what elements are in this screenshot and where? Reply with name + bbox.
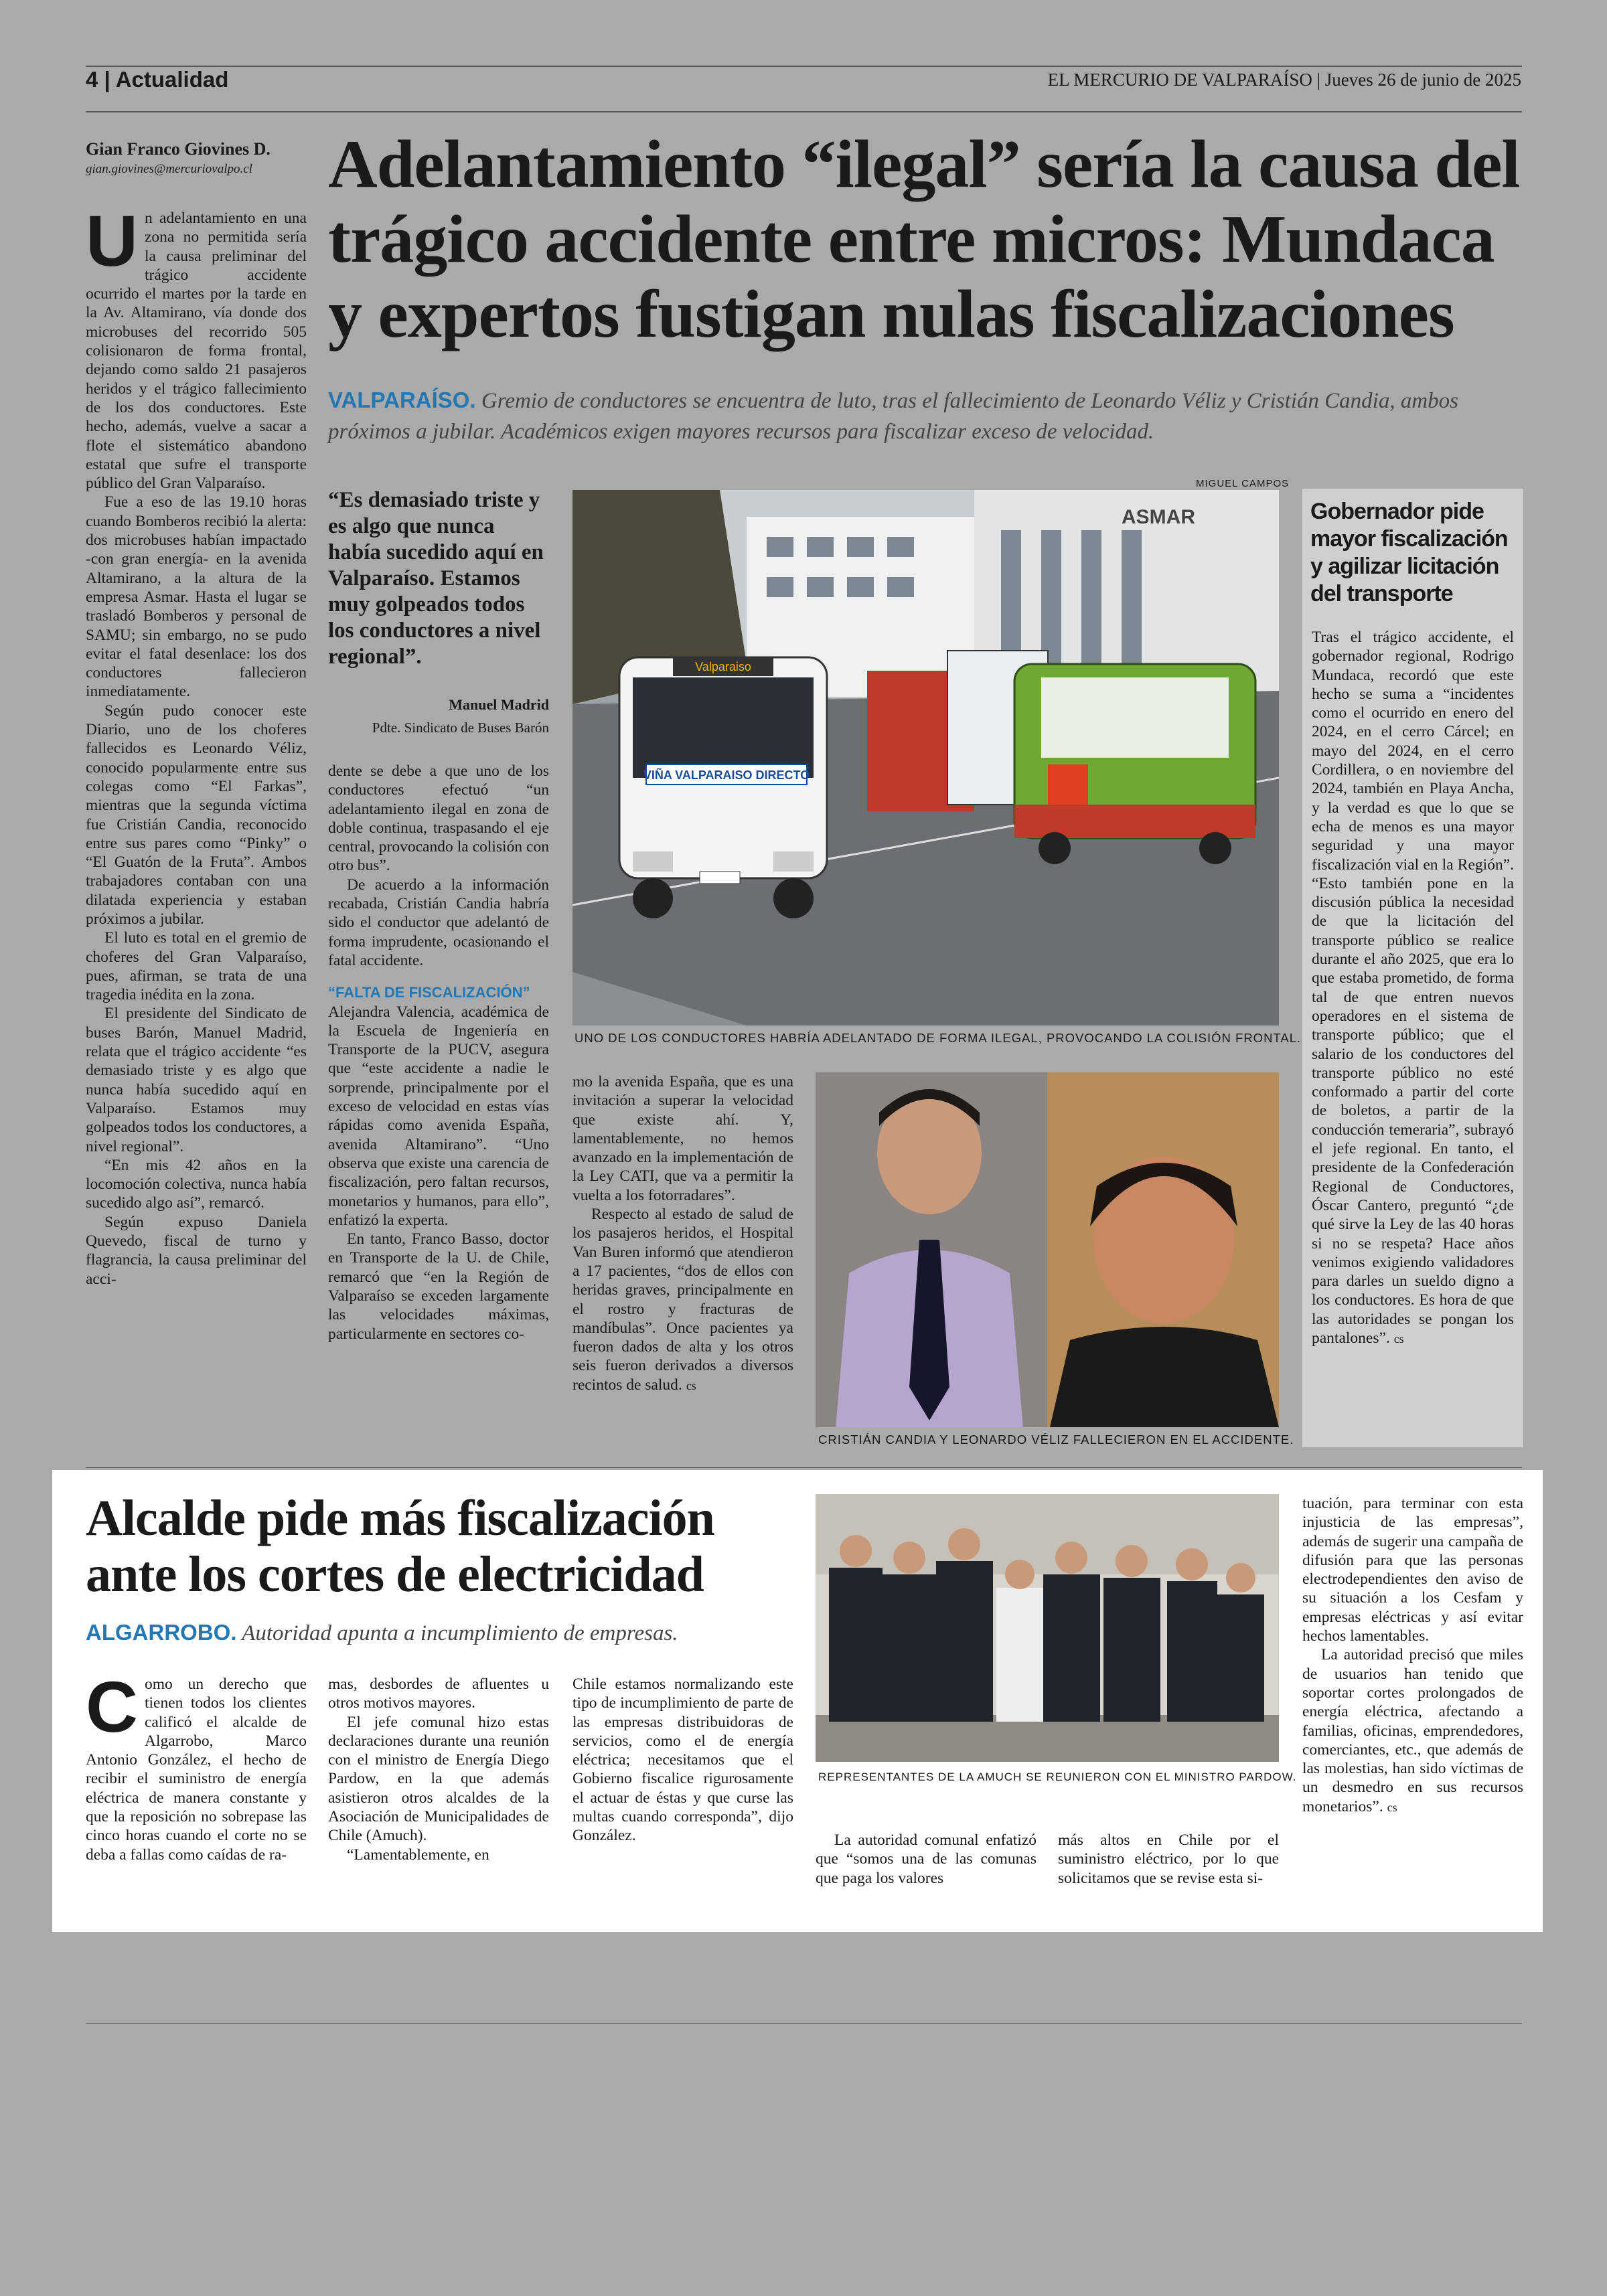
- asmar-sign: ASMAR: [1122, 506, 1195, 528]
- second-col-3: Chile estamos normalizando este tipo de incumplimiento de parte de las empresas distribuidoras de servicios, como el de energía eléctrica; necesitamos que el Gobierno fiscalice rigurosamente el actuar de éstas y que curse las multas cuando corresponda”, dijo González.: [572, 1675, 793, 1845]
- main-lede: [328, 385, 1527, 447]
- col2-p4: En tanto, Franco Basso, doctor en Transporte de la U. de Chile, remarcó que “en la Región de Valparaíso se exceden largamente las velocidades máximas, particularmente en sectores co-: [328, 1230, 549, 1343]
- sidebar-body: Tras el trágico accidente, el gobernador regional, Rodrigo Mundaca, recordó que este hecho se suma a “incidentes como el ocurrido en enero del 2024, en el cerro Cárcel; en mayo del 2024, en el cerro Cordillera, o en noviembre del 2024, también en Playa Ancha, y la verdad es que lo que se echa de menos es una mayor seguridad y una mayor fiscalización vial en la Región”. “Esto también pone en la discusión pública la necesidad de que la licitación del transporte público se realice durante el año 2025, que era lo que estaba prometido, de forma tal de que entren nuevos operadores en el sistema de transporte público; que el salario de los conductores del transporte público no esté conformado a partir del corte de boletos, a partir de la conducción temeraria”, subrayó el jefe regional. En tanto, el presidente de la Confederación Regional de Conductores, Óscar Cantero, preguntó “¿de qué sirve la Ley de las 40 horas si no se respeta? Hace años venimos exigiendo validadores para darles un sueldo digno a los conductores. Es hora de que las autoridades se pongan los pantalones”. cs: [1312, 629, 1514, 1347]
- col2-p3: Alejandra Valencia, académica de la Escuela de Ingeniería en Transporte de la PUCV, asegura que “este accidente a nadie le sorprende, principalmente por el exceso de velocidad en estas vías rápidas como avenida España, avenida Altamirano”. “Uno observa que existe una carencia de fiscalización, pero faltan recursos, monetarios y humanos, para ello”, enfatizó la experta.: [328, 1003, 549, 1229]
- main-lede-text: Gremio de conductores se encuentra de luto, tras el fallecimiento de Leonardo Véliz y Cristián Candia, ambos próximos a jubilar. Académicos exigen mayores recursos para fiscalizar exceso de velocidad.: [328, 389, 1459, 444]
- second-drop-cap: C: [86, 1675, 138, 1747]
- main-col-2: [328, 762, 549, 1451]
- second-lede: [86, 1620, 822, 1646]
- direct-sign: VIÑA VALPARAISO DIRECTO: [643, 768, 810, 782]
- main-col-3: [572, 1072, 793, 1454]
- victims-photo: [816, 1072, 1279, 1427]
- route-sign: Valparaiso: [695, 660, 751, 673]
- col1-p6: “En mis 42 años en la locomoción colectiva, nunca había sucedido algo así”, remarcó.: [86, 1156, 307, 1212]
- col2-p1: dente se debe a que uno de los conductores efectuó “un adelantamiento ilegal en zona de doble continua, traspasando el eje central, provocando la colisión con otro bus”.: [328, 762, 549, 875]
- portraits-icon: [816, 1072, 1279, 1427]
- top-rule: [86, 66, 1522, 67]
- byline-email: gian.giovines@mercuriovalpo.cl: [86, 162, 252, 176]
- group-photo-icon: [816, 1494, 1279, 1762]
- bottom-rule: [86, 2023, 1522, 2024]
- section-label: 4 | Actualidad: [86, 67, 229, 92]
- second-kicker: ALGARROBO.: [86, 1620, 237, 1645]
- main-kicker: VALPARAÍSO.: [328, 388, 476, 412]
- section-rule: [86, 1467, 1522, 1468]
- sidebar-title: Gobernador pide mayor fiscalización y agilizar licitación del transporte: [1310, 499, 1508, 606]
- victims-photo-caption: CRISTIÁN CANDIA Y LEONARDO VÉLIZ FALLECIERON EN EL ACCIDENTE.: [818, 1432, 1294, 1447]
- second-lede-text: Autoridad apunta a incumplimiento de empresas.: [242, 1621, 678, 1645]
- header-rule: [86, 111, 1522, 112]
- col3-p1: mo la avenida España, que es una invitación a superar la velocidad que existe ahí. Y, lamentablemente, no hemos avanzado en la implementación de la Ley CATI, que va a permitir la vuelta a los fotorradares”.: [572, 1073, 793, 1204]
- sidebar-end-mark: cs: [1393, 1331, 1404, 1345]
- paper-date: EL MERCURIO DE VALPARAÍSO | Jueves 26 de junio de 2025: [1047, 70, 1521, 90]
- second-end-mark: cs: [1387, 1800, 1397, 1814]
- main-col-1: [86, 209, 307, 1454]
- col3-p2: Respecto al estado de salud de los pasajeros heridos, el Hospital Van Buren informó que atendieron a 17 pacientes, “dos de ellos con heridas graves, principalmente en el rostro y fracturas de mandíbulas”. Once pacientes ya fueron dados de alta y los otros seis fueron derivados a diversos recintos de salud. cs: [572, 1206, 793, 1394]
- end-mark: cs: [686, 1378, 696, 1392]
- drop-cap: U: [86, 209, 138, 281]
- byline: [86, 139, 280, 177]
- second-headline: Alcalde pide más fiscalización ante los cortes de electricidad: [86, 1490, 714, 1603]
- col2-subhead: “FALTA DE FISCALIZACIÓN”: [328, 984, 530, 1001]
- quote-name: Manuel Madrid: [449, 696, 549, 713]
- second-col-5: más altos en Chile por el suministro eléctrico, por lo que solicitamos que se revise esta si-: [1058, 1831, 1279, 1887]
- second-col-1: Como un derecho que tienen todos los clientes calificó el alcalde de Algarrobo, Marco Antonio González, el hecho de recibir el suministro de energía eléctrica de manera constante y que la reposición no sobrepase las cinco horas cuando el corte no se deba a fallas como caídas de ra-: [86, 1675, 307, 1864]
- second-col-4: La autoridad comunal enfatizó que “somos una de las comunas que paga los valores: [816, 1831, 1037, 1887]
- col2-p2: De acuerdo a la información recabada, Cristián Candia habría sido el conductor que adelantó de forma imprudente, ocasionando el fatal accidente.: [328, 876, 549, 969]
- amuch-photo-caption: REPRESENTANTES DE LA AMUCH SE REUNIERON CON EL MINISTRO PARDOW.: [818, 1771, 1297, 1783]
- col1-p3: Según pudo conocer este Diario, uno de los choferes fallecidos es Leonardo Véliz, conocido popularmente entre sus colegas como “El Farkas”, mientras que la segunda víctima fue Cristián Candia, reconocido entre sus pares como “Pinky” o “El Guatón de la Fruta”. Ambos trabajadores contaban con una dilatada experiencia y estaban próximos a jubilar.: [86, 702, 307, 928]
- bus-photo: [572, 490, 1279, 1026]
- governor-sidebar: [1302, 489, 1523, 1447]
- main-headline: Adelantamiento “ilegal” sería la causa del trágico accidente entre micros: Mundaca y expertos fustigan nulas fiscalizaciones: [328, 127, 1520, 352]
- photo-credit: MIGUEL CAMPOS: [1196, 478, 1290, 489]
- second-col-2: mas, desbordes de afluentes u otros motivos mayores. El jefe comunal hizo estas declaraciones durante una reunión con el ministro de Energía Diego Pardow, en la que además asistieron otros alcaldes de la Asociación de Municipalidades de Chile (Amuch). “Lamentablemente, en: [328, 1675, 549, 1864]
- col1-p7: Según expuso Daniela Quevedo, fiscal de turno y flagrancia, la causa preliminar del acci-: [86, 1213, 307, 1288]
- col1-p2: Fue a eso de las 19.10 horas cuando Bomberos recibió la alerta: dos microbuses habían impactado -con gran energía- en la avenida Altamirano, a la altura de la empresa Asmar. Hasta el lugar se trasladó Bomberos y personal de SAMU; sin embargo, no se pudo evitar el fatal desenlace: los dos conductores fallecieron inmediatamente.: [86, 493, 307, 701]
- col1-p5: El presidente del Sindicato de buses Barón, Manuel Madrid, relata que el trágico accidente “es demasiado triste y es algo que nunca había sucedido aquí en Valparaíso. Estamos muy golpeados todos los conductores, a nivel regional”.: [86, 1005, 307, 1155]
- second-col-6: tuación, para terminar con esta injusticia de las empresas”, además de sugerir una campaña de difusión para que las personas electrodependientes den aviso de su situación a los Cesfam y empresas eléctricas y así evitar hechos lamentables. La autoridad precisó que miles de usuarios han tenido que soportar cortes prolongados de energía eléctrica, afectando a familias, oficinas, emprendedores, comerciantes, etc., que además de las molestias, han sido víctimas de un desmedro en sus recursos monetarios”. cs: [1302, 1495, 1523, 1815]
- quote-role: Pdte. Sindicato de Buses Barón: [372, 720, 549, 736]
- pull-quote: “Es demasiado triste y es algo que nunca había sucedido aquí en Valparaíso. Estamos muy golpeados todos los conductores a nivel regional”.: [328, 488, 544, 669]
- bus-scene-icon: [572, 490, 1279, 1026]
- amuch-photo: [816, 1494, 1279, 1762]
- col1-p1: Un adelantamiento en una zona no permitida sería la causa preliminar del trágico accidente ocurrido el martes por la tarde en la Av. Altamirano, vía donde dos microbuses del recorrido 505 colisionaron de forma frontal, dejando como saldo 21 pasajeros heridos y el trágico fallecimiento de los dos conductores. Este hecho, además, vuelve a sacar a flote el sistemático abandono estatal que sufre el transporte público del Gran Valparaíso.: [86, 209, 307, 493]
- col1-p4: El luto es total en el gremio de choferes del Gran Valparaíso, pues, afirman, se trata de una tragedia inédita en la zona.: [86, 929, 307, 1004]
- byline-name: Gian Franco Giovines D.: [86, 139, 271, 159]
- bus-photo-caption: UNO DE LOS CONDUCTORES HABRÍA ADELANTADO DE FORMA ILEGAL, PROVOCANDO LA COLISIÓN FRONTAL.: [575, 1031, 1302, 1045]
